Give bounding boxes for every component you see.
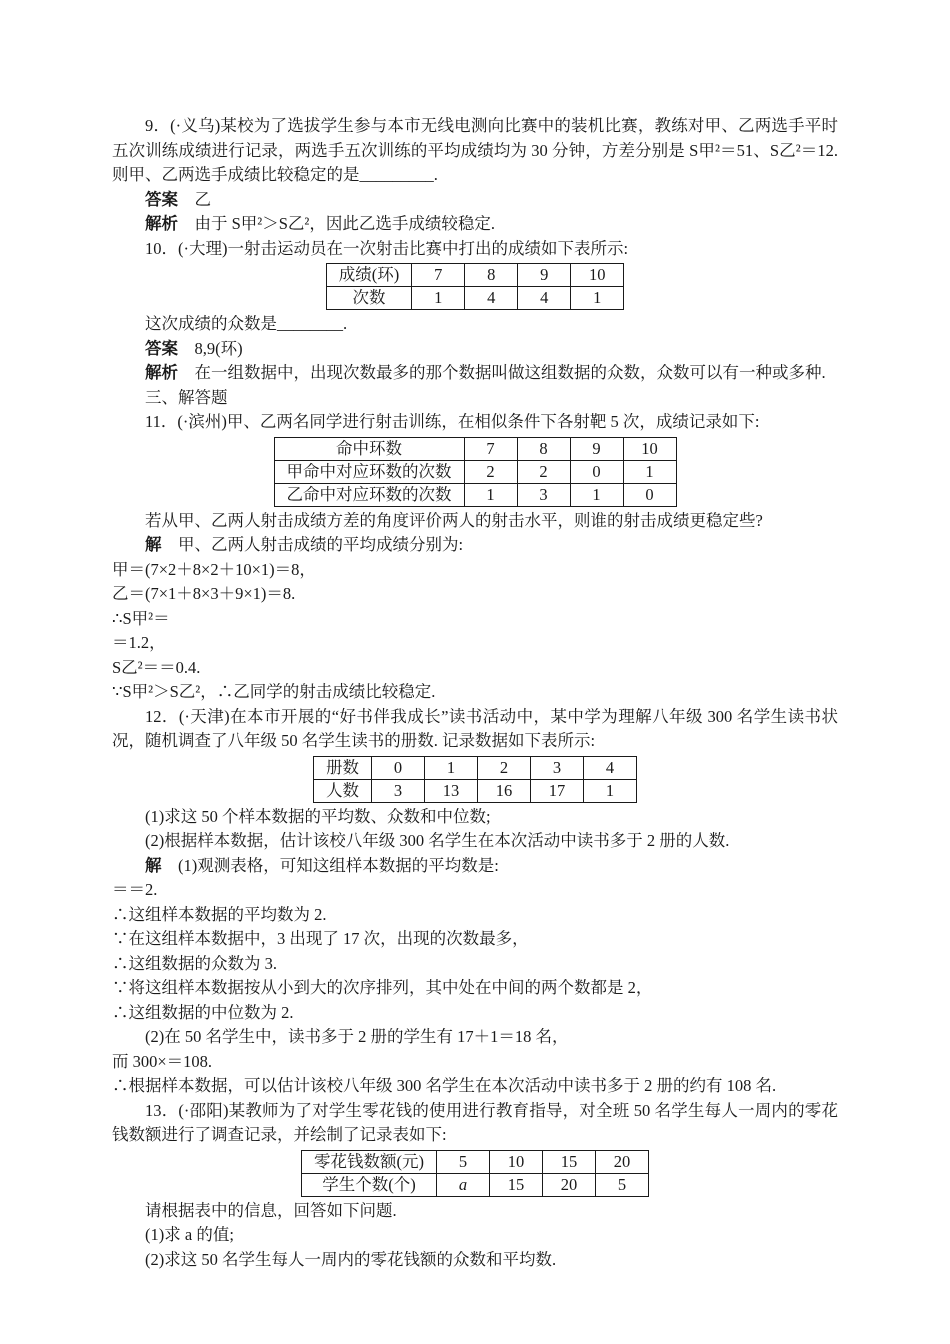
- answer-label: 答案: [145, 189, 178, 209]
- table-cell: 0: [372, 756, 425, 779]
- problem-12-question-2: (2)根据样本数据，估计该校八年级 300 名学生在本次活动中读书多于 2 册的人数.: [145, 831, 730, 850]
- table-cell: 3: [517, 483, 570, 506]
- problem-11-text: 11．(·滨州)甲、乙两名同学进行射击训练，在相似条件下各射靶 5 次，成绩记录如下:: [145, 412, 760, 431]
- table-cell: 1: [571, 287, 624, 310]
- table-cell: 20: [543, 1173, 596, 1196]
- solution-line: (2)在 50 名学生中，读书多于 2 册的学生有 17＋1＝18 名，: [145, 1027, 569, 1046]
- table-cell: 10: [490, 1150, 543, 1173]
- table-row: [326, 287, 624, 310]
- table-cell-variable-a: a: [437, 1173, 490, 1196]
- table-cell: 1: [623, 460, 676, 483]
- table-cell: 零花钱数额(元): [302, 1150, 437, 1173]
- answer-text: 乙: [194, 189, 211, 209]
- table-cell: 8: [517, 437, 570, 460]
- table-cell: 5: [437, 1150, 490, 1173]
- problem-9-analysis: [112, 212, 838, 237]
- solution-line: ∵将这组样本数据按从小到大的次序排列，其中处在中间的两个数都是 2，: [112, 978, 653, 997]
- table-cell: 1: [464, 483, 517, 506]
- table-cell: 7: [464, 437, 517, 460]
- table-cell: 7: [412, 264, 465, 287]
- problem-9-text: 9．(·义乌)某校为了选拔学生参与本市无线电测向比赛中的装机比赛，教练对甲、乙两选手平时五次训练成绩进行记录，两选手五次训练的平均成绩均为 30 分钟，方差分别是 S甲²＝51、S乙²＝12. 则甲、乙两选手成绩比较稳定的是_________.: [112, 116, 838, 184]
- table-cell: 15: [543, 1150, 596, 1173]
- solution-line: 甲＝(7×2＋8×2＋10×1)＝8，: [112, 559, 316, 579]
- problem-13-pocket-money-table: [301, 1150, 649, 1197]
- solution-text: (1)观测表格，可知这组样本数据的平均数是:: [178, 855, 499, 875]
- table-cell: 学生个数(个): [302, 1173, 437, 1196]
- table-cell: 1: [584, 779, 637, 802]
- table-cell: 8: [465, 264, 518, 287]
- table-cell: 13: [425, 779, 478, 802]
- table-cell: 2: [464, 460, 517, 483]
- table-row: [302, 1150, 649, 1173]
- table-cell: 5: [596, 1173, 649, 1196]
- table-row: [314, 779, 637, 802]
- solution-line: ∴这组样本数据的平均数为 2.: [112, 904, 327, 924]
- problem-11-score-table: [274, 437, 677, 507]
- table-cell: 20: [596, 1150, 649, 1173]
- table-row: [274, 483, 676, 506]
- table-cell: 4: [518, 287, 571, 310]
- analysis-text: 在一组数据中，出现次数最多的那个数据叫做这组数据的众数，众数可以有一种或多种.: [194, 363, 826, 382]
- problem-12-books-table: [313, 756, 637, 803]
- problem-10-text: 10．(·大理)一射击运动员在一次射击比赛中打出的成绩如下表所示:: [145, 238, 629, 258]
- problem-9-answer: [112, 188, 838, 213]
- problem-13-question-2: (2)求这 50 名学生每人一周内的零花钱额的众数和平均数.: [145, 1249, 557, 1269]
- table-cell: 10: [571, 264, 624, 287]
- table-row: [274, 460, 676, 483]
- table-cell: 甲命中对应环数的次数: [274, 460, 464, 483]
- analysis-label: 解析: [145, 363, 178, 382]
- solution-line: ∴这组数据的中位数为 2.: [112, 1002, 294, 1022]
- table-row: [302, 1173, 649, 1196]
- problem-13-note: 请根据表中的信息，回答如下问题.: [145, 1200, 397, 1220]
- solution-line: ∵在这组样本数据中，3 出现了 17 次，出现的次数最多，: [112, 929, 529, 948]
- table-cell: 乙命中对应环数的次数: [274, 483, 464, 506]
- solution-line: ＝＝2.: [112, 880, 158, 899]
- solution-line: 而 300×＝108.: [112, 1051, 213, 1071]
- table-cell: 2: [478, 756, 531, 779]
- table-cell: 3: [372, 779, 425, 802]
- table-cell: 0: [623, 483, 676, 506]
- problem-12-solution: [112, 854, 838, 879]
- solution-line: ∵S甲²＞S乙²，∴乙同学的射击成绩比较稳定.: [112, 682, 436, 701]
- solution-text: 甲、乙两人射击成绩的平均成绩分别为:: [178, 535, 464, 554]
- section-3-heading: 三、解答题: [145, 387, 228, 407]
- table-cell: 册数: [314, 756, 372, 779]
- solution-line: ∴根据样本数据，可以估计该校八年级 300 名学生在本次活动中读书多于 2 册的约有 108 名.: [112, 1076, 777, 1095]
- table-row: [274, 437, 676, 460]
- solution-line: S乙²＝＝0.4.: [112, 657, 201, 677]
- table-cell: 命中环数: [274, 437, 464, 460]
- table-cell: 9: [518, 264, 571, 287]
- solution-label: 解: [145, 855, 162, 875]
- solution-line: ∴S甲²＝: [112, 608, 170, 628]
- analysis-label: 解析: [145, 214, 178, 233]
- answer-label: 答案: [145, 338, 178, 358]
- problem-10-score-table: [326, 263, 625, 310]
- problem-11-solution: [112, 533, 838, 558]
- problem-10-analysis: [112, 361, 838, 386]
- problem-12-question-1: (1)求这 50 个样本数据的平均数、众数和中位数;: [145, 806, 491, 826]
- table-cell: 人数: [314, 779, 372, 802]
- table-cell: 10: [623, 437, 676, 460]
- table-cell: 17: [531, 779, 584, 802]
- answer-text: 8,9(环): [194, 338, 243, 358]
- table-cell: 4: [584, 756, 637, 779]
- table-row: [326, 264, 624, 287]
- table-cell: 次数: [326, 287, 412, 310]
- table-cell: 1: [425, 756, 478, 779]
- problem-13-text: 13．(·邵阳)某教师为了对学生零花钱的使用进行教育指导，对全班 50 名学生每人一周内的零花钱数额进行了调查记录，并绘制了记录表如下:: [112, 1100, 838, 1144]
- table-cell: 2: [517, 460, 570, 483]
- table-cell: 0: [570, 460, 623, 483]
- table-cell: 4: [465, 287, 518, 310]
- table-cell: 15: [490, 1173, 543, 1196]
- table-cell: 1: [412, 287, 465, 310]
- solution-line: 乙＝(7×1＋8×3＋9×1)＝8.: [112, 584, 296, 603]
- problem-10-blank-line: 这次成绩的众数是________.: [145, 314, 348, 333]
- solution-line: ∴这组数据的众数为 3.: [112, 953, 277, 973]
- table-cell: 9: [570, 437, 623, 460]
- table-cell: 成绩(环): [326, 264, 412, 287]
- solution-line: ＝1.2，: [112, 633, 166, 652]
- problem-10-answer: [112, 337, 838, 362]
- analysis-text: 由于 S甲²＞S乙²，因此乙选手成绩较稳定.: [194, 214, 495, 233]
- table-row: [314, 756, 637, 779]
- problem-13-question-1: (1)求 a 的值;: [145, 1225, 234, 1244]
- problem-12-text: 12．(·天津)在本市开展的“好书伴我成长”读书活动中，某中学为理解八年级 300 名学生读书状况，随机调查了八年级 50 名学生读书的册数. 记录数据如下表所示:: [112, 706, 838, 750]
- problem-11-question: 若从甲、乙两人射击成绩方差的角度评价两人的射击水平，则谁的射击成绩更稳定些?: [145, 510, 763, 530]
- table-cell: 1: [570, 483, 623, 506]
- table-cell: 16: [478, 779, 531, 802]
- table-cell: 3: [531, 756, 584, 779]
- solution-label: 解: [145, 535, 162, 554]
